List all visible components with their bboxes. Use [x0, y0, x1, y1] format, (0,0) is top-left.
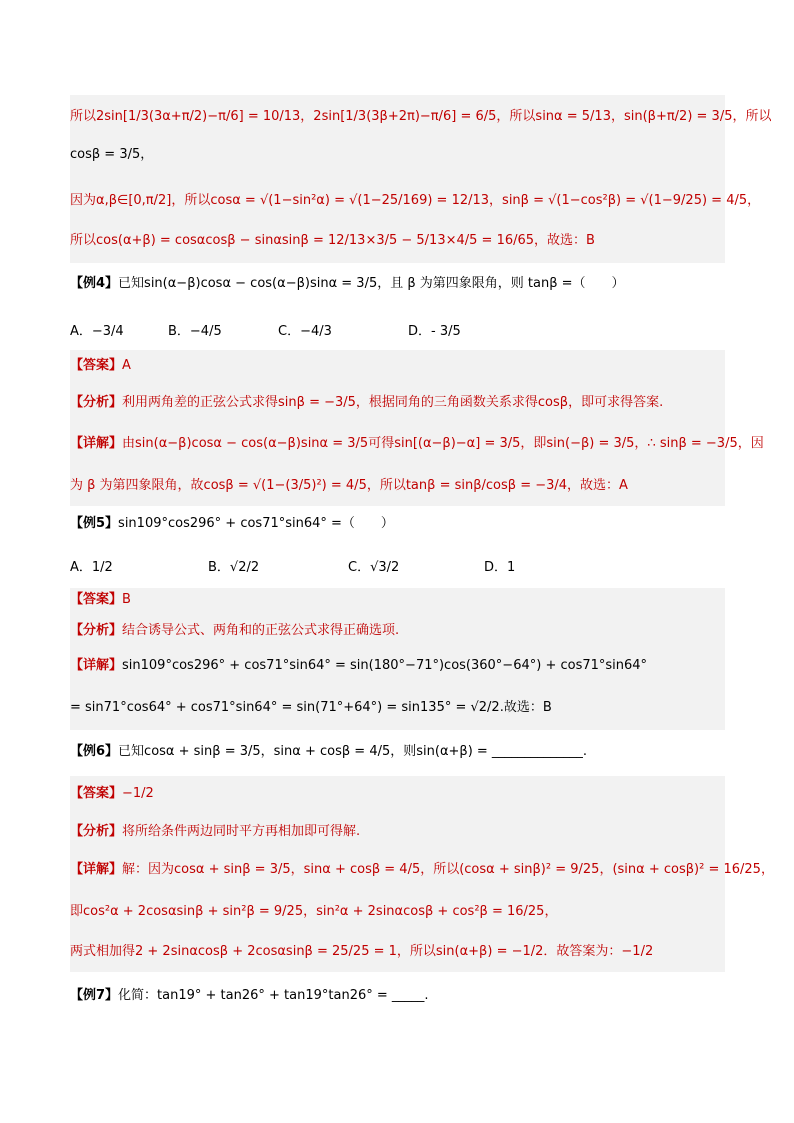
analysis-label: 【分析】 — [70, 395, 123, 410]
detail-text-1: 由sin(α−β)cosα − cos(α−β)sinα = 3/5可得sin[(α−β)−α] = 3/5，即sin(−β) = 3/5，∴ sinβ = −3/5，因 — [122, 436, 764, 451]
solution-block-continued — [70, 95, 772, 263]
example-label: 【例5】 — [70, 516, 119, 531]
answer-label: 【答案】 — [70, 786, 123, 801]
answer-value: B — [122, 592, 131, 607]
solution-line-4: 所以cos(α+β) = cosαcosβ − sinαsinβ = 12/13×3/5 − 5/13×4/5 = 16/65，故选：B — [70, 233, 595, 248]
option-a: A．1/2 — [70, 560, 113, 575]
detail-text-1: 解：因为cosα + sinβ = 3/5，sinα + cosβ = 4/5，所以(cosα + sinβ)² = 9/25，(sinα + cosβ)² = 16/25， — [122, 862, 774, 877]
example-7 — [70, 982, 725, 1012]
solution-line-3: 因为α,β∈[0,π/2]，所以cosα = √(1−sin²α) = √(1−25/169) = 12/13，sinβ = √(1−cos²β) = √(1−9/25) = 4/5， — [70, 193, 761, 208]
question-text: 化简：tan19° + tan26° + tan19°tan26° = _____. — [118, 988, 429, 1003]
analysis-label: 【分析】 — [70, 623, 123, 638]
detail-label: 【详解】 — [70, 862, 123, 877]
example-6 — [70, 736, 725, 776]
detail-label: 【详解】 — [70, 436, 123, 451]
detail-text-1: sin109°cos296° + cos71°sin64° = sin(180°−71°)cos(360°−64°) + cos71°sin64° — [122, 658, 648, 673]
analysis-label: 【分析】 — [70, 824, 123, 839]
example-5-solution — [70, 588, 725, 730]
question-text: 已知sin(α−β)cosα − cos(α−β)sinα = 3/5，且 β 为第四象限角，则 tanβ =（ ） — [118, 276, 625, 291]
detail-text-2: = sin71°cos64° + cos71°sin64° = sin(71°+64°) = sin135° = √2/2.故选：B — [70, 700, 552, 715]
example-4 — [70, 270, 725, 350]
example-5 — [70, 508, 725, 588]
answer-label: 【答案】 — [70, 358, 123, 373]
option-b: B．√2/2 — [208, 560, 260, 575]
option-c: C．√3/2 — [348, 560, 400, 575]
analysis-text: 结合诱导公式、两角和的正弦公式求得正确选项. — [122, 623, 400, 638]
example-label: 【例7】 — [70, 988, 119, 1003]
option-b: B．−4/5 — [168, 324, 222, 339]
analysis-text: 将所给条件两边同时平方再相加即可得解. — [122, 824, 361, 839]
option-a: A．−3/4 — [70, 324, 124, 339]
question-text: sin109°cos296° + cos71°sin64° =（ ） — [118, 516, 394, 531]
answer-value: −1/2 — [122, 786, 154, 801]
solution-line-1: 所以2sin[1/3(3α+π/2)−π/6] = 10/13，2sin[1/3(3β+2π)−π/6] = 6/5，所以sinα = 5/13，sin(β+π/2) = 3/5，所以 — [70, 109, 772, 124]
detail-text-2: 为 β 为第四象限角，故cosβ = √(1−(3/5)²) = 4/5，所以tanβ = sinβ/cosβ = −3/4，故选：A — [70, 478, 628, 493]
detail-label: 【详解】 — [70, 658, 123, 673]
answer-label: 【答案】 — [70, 592, 123, 607]
option-c: C．−4/3 — [278, 324, 332, 339]
detail-text-3: 两式相加得2 + 2sinαcosβ + 2cosαsinβ = 25/25 = 1，所以sin(α+β) = −1/2．故答案为：−1/2 — [70, 944, 654, 959]
option-d: D．1 — [484, 560, 516, 575]
option-d: D．- 3/5 — [408, 324, 461, 339]
answer-value: A — [122, 358, 131, 373]
analysis-text: 利用两角差的正弦公式求得sinβ = −3/5，根据同角的三角函数关系求得cosβ，即可求得答案. — [122, 395, 664, 410]
example-4-solution — [70, 350, 764, 506]
example-label: 【例6】 — [70, 744, 119, 759]
example-label: 【例4】 — [70, 276, 119, 291]
question-text: 已知cosα + sinβ = 3/5，sinα + cosβ = 4/5，则sin(α+β) = ______________. — [118, 744, 588, 759]
solution-line-2: cosβ = 3/5， — [70, 147, 154, 162]
example-6-solution — [70, 776, 774, 972]
detail-text-2: 即cos²α + 2cosαsinβ + sin²β = 9/25，sin²α + 2sinαcosβ + cos²β = 16/25， — [70, 904, 558, 919]
